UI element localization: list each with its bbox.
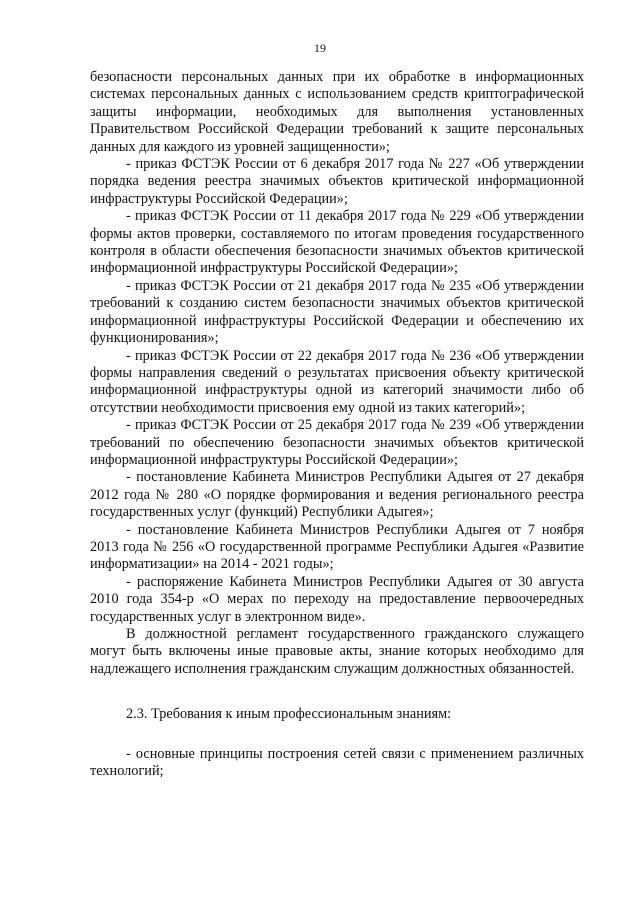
section-heading-2-3: 2.3. Требования к иным профессиональным знаниям:: [126, 706, 452, 723]
list-item-resolution-256: - постановление Кабинета Министров Республики Адыгея от 7 ноября 2013 года № 256 «О государственной программе Республики Адыгея «Развитие информатизации» на 2014 - 2021 годы»;: [90, 521, 584, 573]
list-item-order-354: - распоряжение Кабинета Министров Республики Адыгея от 30 августа 2010 года 354-р «О мерах по переходу на предоставление первоочередных государственных услуг в электронном виде».: [90, 573, 584, 625]
list-item-fstek-236: - приказ ФСТЭК России от 22 декабря 2017 года № 236 «Об утверждении формы направления сведений о результатах присвоения объекту критической информационной инфраструктуры одной из категорий значимости либо об отсутствии необходимости присвоения ему одной из таких категорий»;: [90, 347, 584, 416]
paragraph-other-acts: В должностной регламент государственного гражданского служащего могут быть включены иные правовые акты, знание которых необходимо для надлежащего исполнения гражданским служащим должностных обязанностей.: [90, 626, 584, 677]
list-item-fstek-235: - приказ ФСТЭК России от 21 декабря 2017 года № 235 «Об утверждении требований к созданию систем безопасности значимых объектов критической информационной инфраструктуры Российской Федерации и обеспечению их функционирования»;: [90, 277, 584, 347]
page-number: 19: [314, 41, 326, 55]
list-item-resolution-280: - постановление Кабинета Министров Республики Адыгея от 27 декабря 2012 года № 280 «О порядке формирования и ведения регионального реестра государственных услуг (функций) Республики Адыгея»;: [90, 469, 584, 521]
list-item-fstek-227: - приказ ФСТЭК России от 6 декабря 2017 года № 227 «Об утверждении порядка ведения реестра значимых объектов критической информационной инфраструктуры Российской Федерации»;: [90, 156, 584, 207]
document-body: [90, 69, 584, 780]
paragraph-continuation: безопасности персональных данных при их обработке в информационных системах персональных данных с использованием средств криптографической защиты информации, необходимых для выполнения установленных Правительством Российской Федерации требований к защите персональных данных для каждого из уровней защищенности»;: [90, 69, 584, 155]
list-item-fstek-239: - приказ ФСТЭК России от 25 декабря 2017 года № 239 «Об утверждении требований по обеспечению безопасности значимых объектов критической информационной инфраструктуры Российской Федерации»;: [90, 417, 584, 468]
list-item-fstek-229: - приказ ФСТЭК России от 11 декабря 2017 года № 229 «Об утверждении формы актов проверки, составляемого по итогам проведения государственного контроля в области обеспечения безопасности значимых объектов критической информационной инфраструктуры Российской Федерации»;: [90, 208, 584, 277]
list-item-network-principles: - основные принципы построения сетей связи с применением различных технологий;: [90, 745, 584, 780]
